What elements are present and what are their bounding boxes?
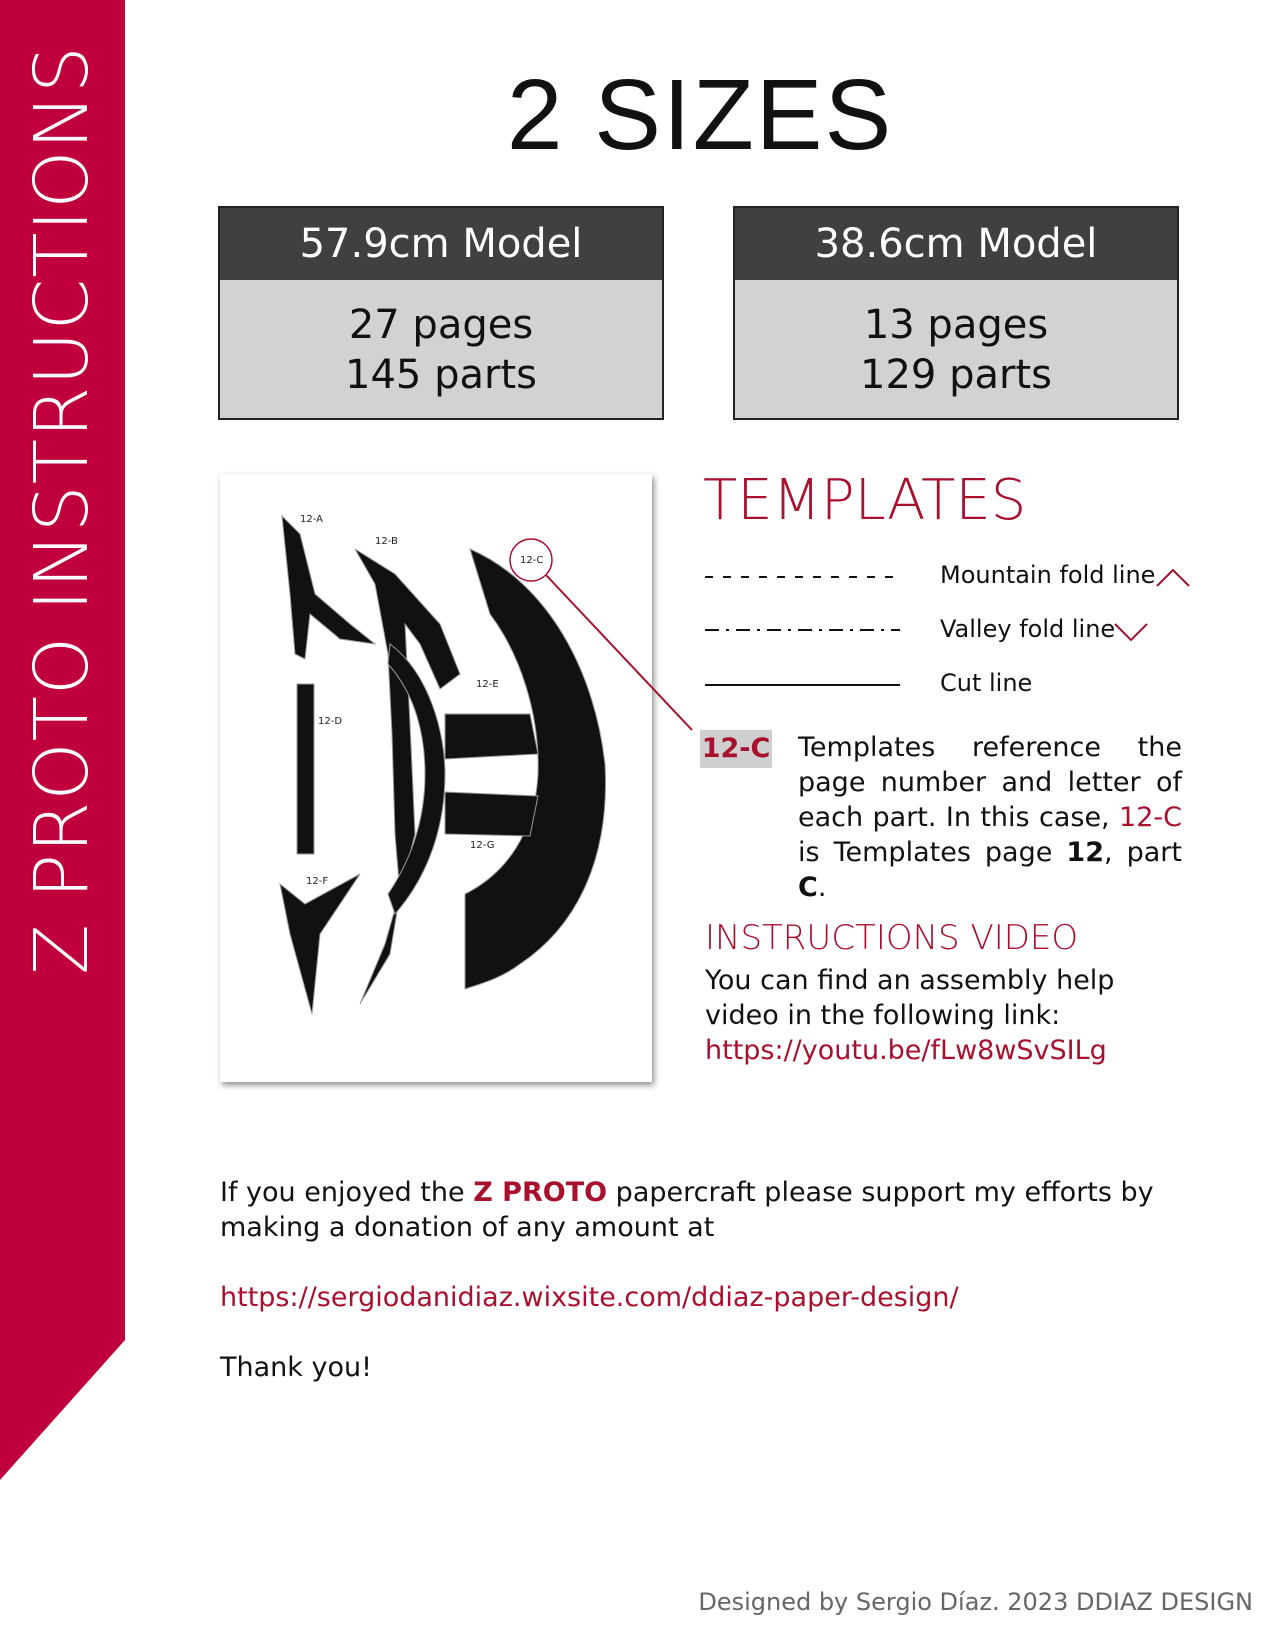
banner-title: Z PROTO INSTRUCTIONS <box>19 45 105 975</box>
video-link[interactable]: https://youtu.be/fLw8wSvSILg <box>705 1035 1107 1066</box>
part-label: 12-G <box>470 840 495 851</box>
video-description: You can find an assembly help video in the following link: https://youtu.be/fLw8wSvSILg <box>705 965 1115 1066</box>
footer-credit: Designed by Sergio Díaz. 2023 DDIAZ DESIGN <box>698 1588 1253 1616</box>
reference-description: Templates reference the page number and letter of each part. In this case, 12-C is Templates page 12, part C. <box>798 732 1182 903</box>
size-parts: 145 parts <box>345 352 537 398</box>
chevron-up-icon <box>1155 566 1191 588</box>
part-label: 12-E <box>476 679 499 690</box>
chevron-down-icon <box>1113 620 1149 642</box>
valley-fold-label: Valley fold line <box>940 615 1116 643</box>
part-label: 12-B <box>375 536 398 547</box>
brand-name: Z PROTO <box>473 1177 608 1208</box>
part-label: 12-D <box>318 716 343 727</box>
size-model-label: 57.9cm Model <box>220 208 662 280</box>
reference-tag: 12-C <box>700 730 772 768</box>
mountain-fold-label: Mountain fold line <box>940 561 1156 589</box>
donation-link[interactable]: https://sergiodanidiaz.wixsite.com/ddiaz-paper-design/ <box>220 1282 959 1313</box>
size-model-label: 38.6cm Model <box>735 208 1177 280</box>
cut-line-label: Cut line <box>940 669 1033 697</box>
thanks-text: Thank you! <box>220 1352 372 1383</box>
part-label: 12-A <box>300 514 323 525</box>
mountain-fold-line <box>705 562 905 592</box>
size-parts: 129 parts <box>860 352 1052 398</box>
cut-line <box>705 670 905 700</box>
support-message: If you enjoyed the Z PROTO papercraft please support my efforts by making a donation of any amount at https://sergiodanidiaz.wixsite.com/ddiaz-paper-design/ Thank you! <box>220 1177 1154 1383</box>
templates-title: TEMPLATES <box>703 468 1027 533</box>
part-label: 12-F <box>306 876 329 887</box>
video-title: INSTRUCTIONS VIDEO <box>705 918 1079 958</box>
page-title: 2 SIZES <box>506 59 894 171</box>
part-label: 12-C <box>520 555 544 566</box>
size-pages: 27 pages <box>348 302 534 348</box>
size-pages: 13 pages <box>863 302 1049 348</box>
valley-fold-line <box>705 615 905 645</box>
